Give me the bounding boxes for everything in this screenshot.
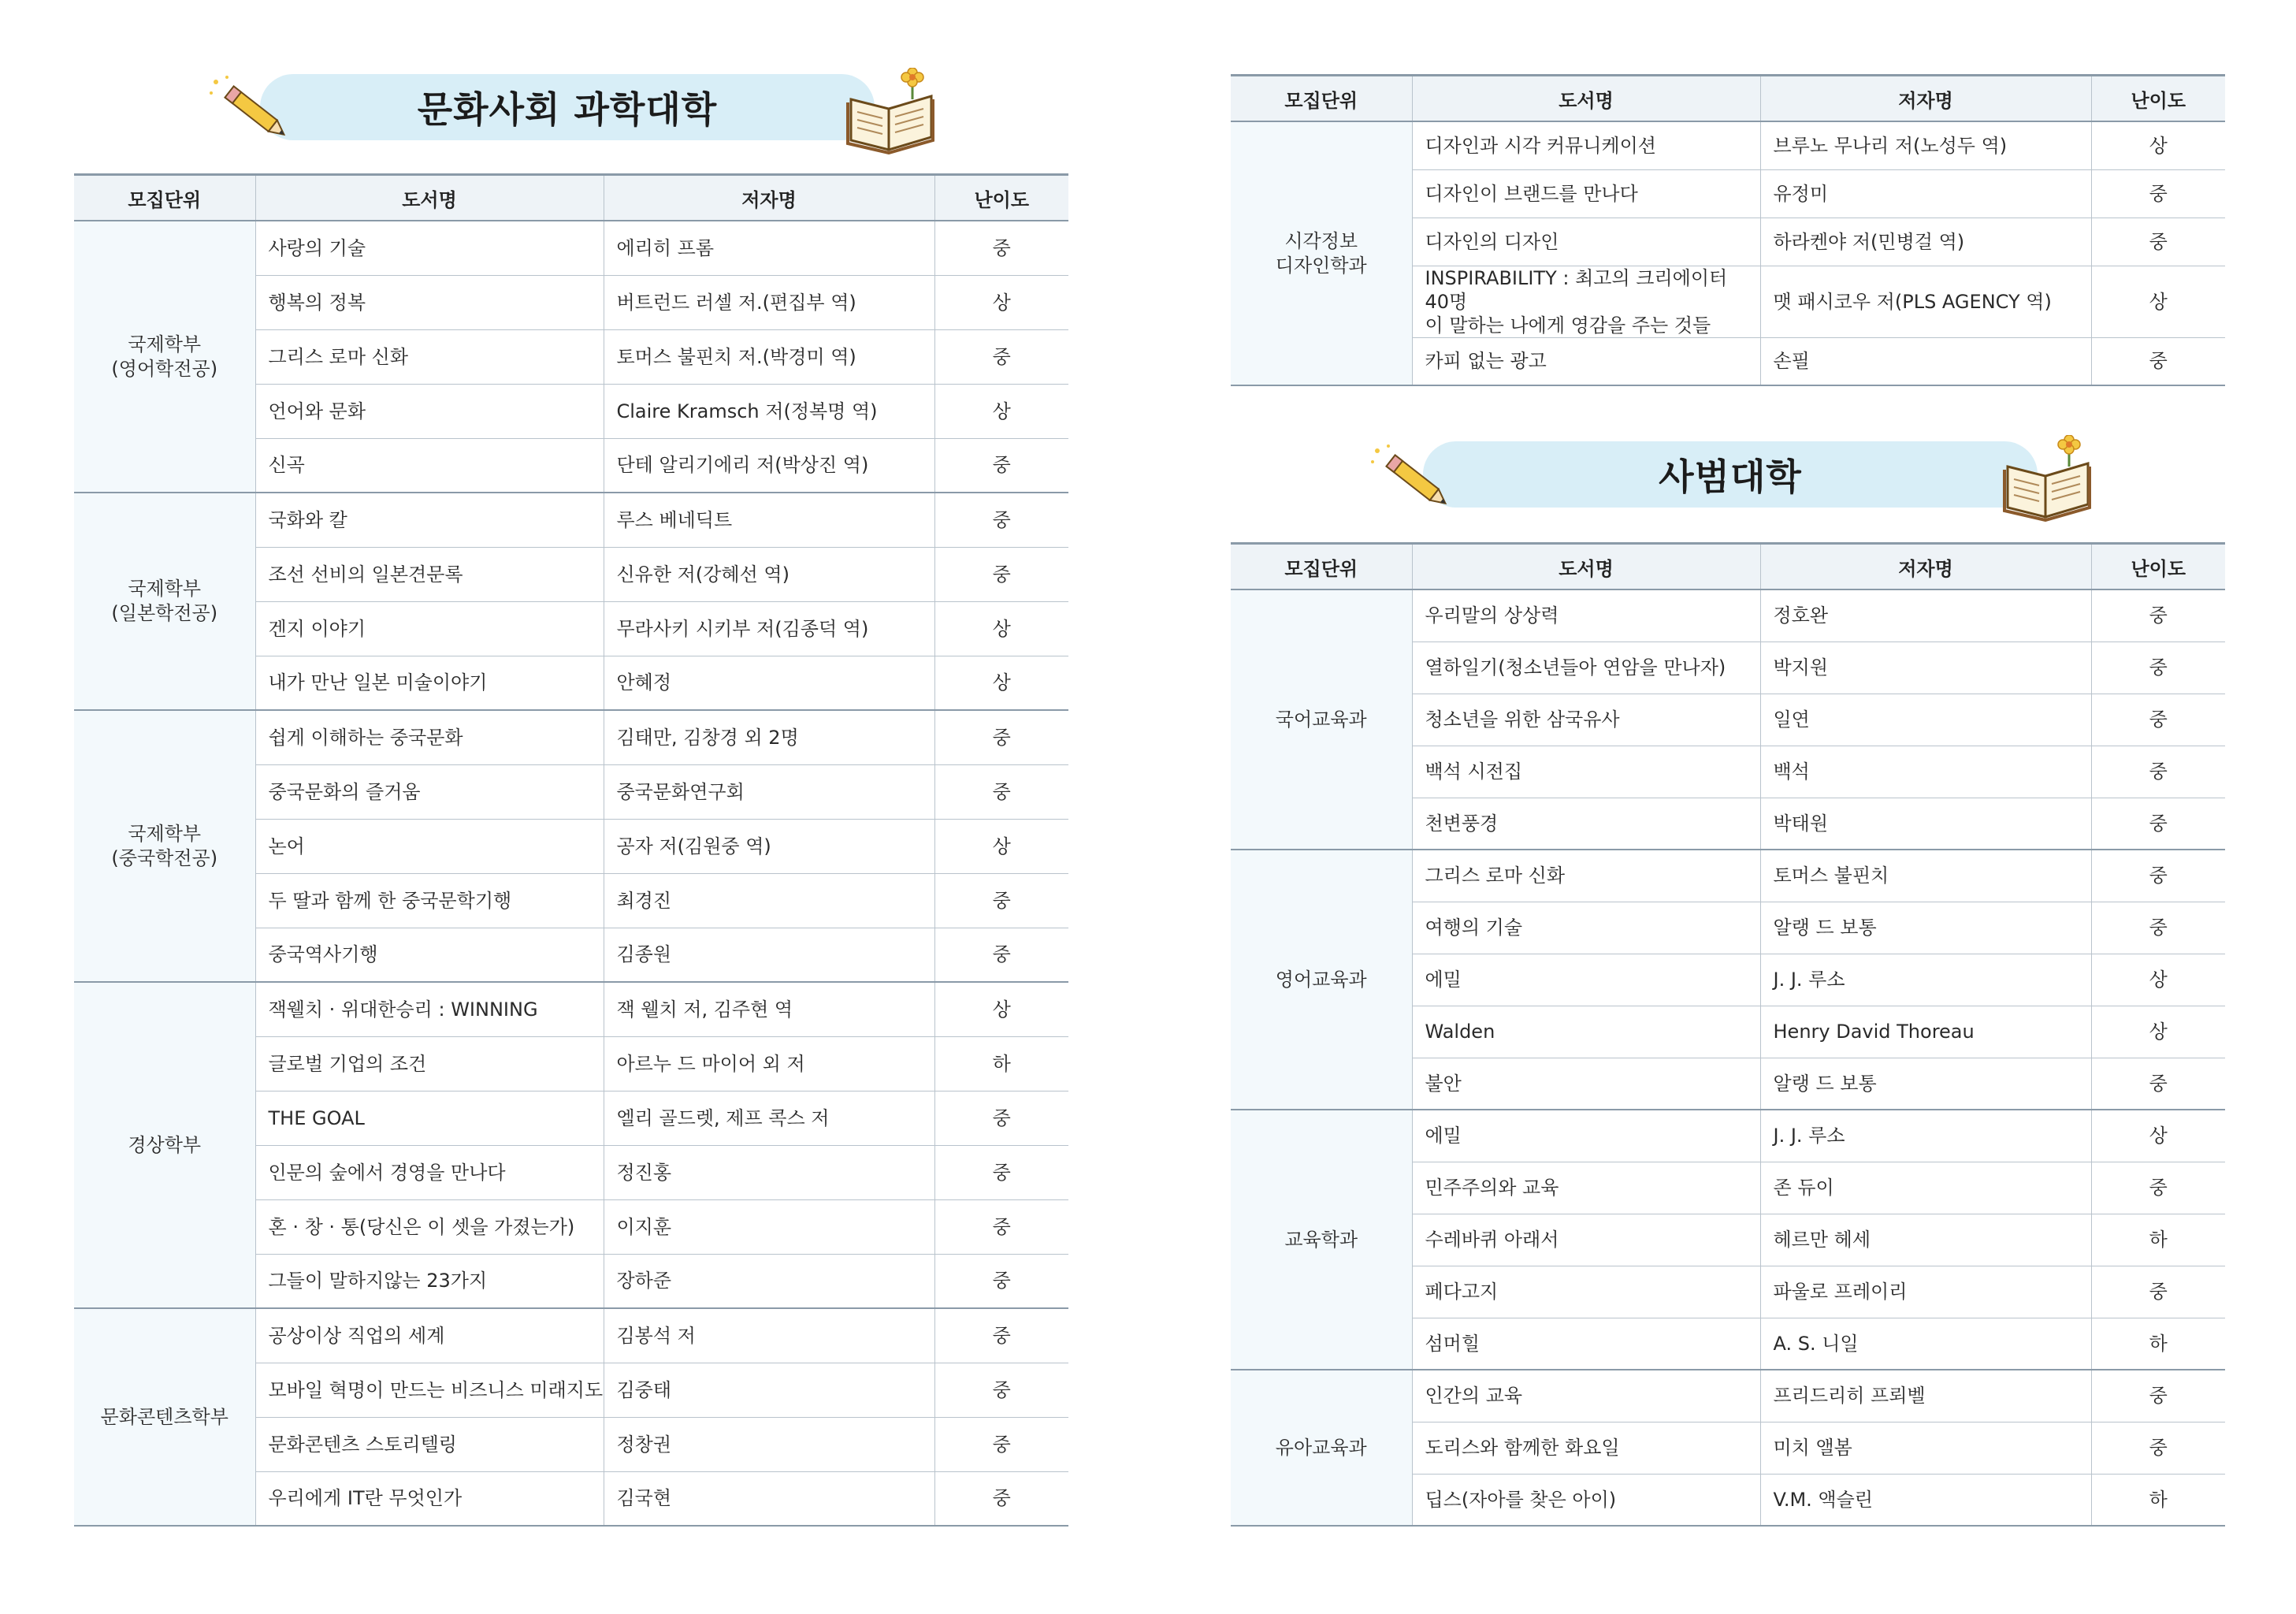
unit-label: 디자인학과: [1275, 254, 1367, 277]
book-title-cell: 공상이상 직업의 세계: [255, 1308, 604, 1363]
section-title: 문화사회 과학대학: [417, 88, 718, 131]
book-title-cell: 내가 만난 일본 미술이야기: [255, 656, 604, 710]
author-cell: 장하준: [604, 1254, 934, 1308]
book-title-cell: 민주주의와 교육: [1412, 1162, 1760, 1214]
book-title-cell: 에밀: [1412, 1110, 1760, 1162]
book-title-cell: 혼 · 창 · 통(당신은 이 셋을 가졌는가): [255, 1199, 604, 1254]
author-cell: V.M. 액슬린: [1760, 1474, 2091, 1526]
book-title-cell: 조선 선비의 일본견문록: [255, 547, 604, 601]
book-title-cell: 잭웰치 · 위대한승리 : WINNING: [255, 982, 604, 1036]
header-title: 도서명: [255, 175, 604, 221]
book-title-cell: 천변풍경: [1412, 798, 1760, 850]
author-cell: 존 듀이: [1760, 1162, 2091, 1214]
author-cell: 버트런드 러셀 저.(편집부 역): [604, 275, 934, 329]
book-title-cell: 도리스와 함께한 화요일: [1412, 1422, 1760, 1474]
author-cell: 일연: [1760, 694, 2091, 746]
table-header-row: [1231, 76, 2225, 122]
unit-label: 국제학부: [128, 578, 202, 600]
difficulty-cell: 상: [2091, 1006, 2225, 1058]
author-cell: 정창권: [604, 1417, 934, 1471]
difficulty-cell: 중: [934, 1308, 1068, 1363]
table-row: [1231, 850, 2225, 902]
author-cell: 김봉석 저: [604, 1308, 934, 1363]
unit-label: (영어학전공): [111, 357, 218, 380]
difficulty-cell: 중: [2091, 218, 2225, 266]
pencil-icon: [1368, 441, 1462, 520]
difficulty-cell: 중: [934, 221, 1068, 275]
author-cell: 토머스 불핀치: [1760, 850, 2091, 902]
unit-cell: [1231, 589, 1412, 850]
header-author: 저자명: [1760, 76, 2091, 122]
unit-label: (중국학전공): [111, 846, 218, 869]
author-cell: 공자 저(김원중 역): [604, 819, 934, 873]
book-title-cell: 인간의 교육: [1412, 1370, 1760, 1422]
table-row: [1231, 589, 2225, 642]
author-cell: 브루노 무나리 저(노성두 역): [1760, 121, 2091, 169]
table-row: [1231, 1110, 2225, 1162]
left-book-table: [74, 173, 1068, 1527]
header-author: 저자명: [1760, 544, 2091, 590]
author-cell: 토머스 불핀치 저.(박경미 역): [604, 329, 934, 384]
author-cell: 손필: [1760, 337, 2091, 385]
table-header-row: [1231, 544, 2225, 590]
unit-cell: [1231, 1110, 1412, 1370]
book-title-cell: 행복의 정복: [255, 275, 604, 329]
author-cell: Henry David Thoreau: [1760, 1006, 2091, 1058]
book-title-cell: 페다고지: [1412, 1266, 1760, 1318]
difficulty-cell: 상: [934, 656, 1068, 710]
header-difficulty: 난이도: [2091, 76, 2225, 122]
author-cell: Claire Kramsch 저(정복명 역): [604, 384, 934, 438]
book-title-cell: 여행의 기술: [1412, 902, 1760, 954]
unit-label: 시각정보: [1284, 229, 1358, 252]
book-title-cell: 중국문화의 즐거움: [255, 764, 604, 819]
difficulty-cell: 중: [934, 1254, 1068, 1308]
difficulty-cell: 중: [934, 1199, 1068, 1254]
difficulty-cell: 하: [2091, 1214, 2225, 1266]
difficulty-cell: 하: [2091, 1318, 2225, 1370]
table-row: [74, 1308, 1068, 1363]
difficulty-cell: 중: [934, 438, 1068, 493]
difficulty-cell: 하: [2091, 1474, 2225, 1526]
author-cell: 단테 알리기에리 저(박상진 역): [604, 438, 934, 493]
table-header-row: [74, 175, 1068, 221]
author-cell: 최경진: [604, 873, 934, 928]
difficulty-cell: 중: [934, 1091, 1068, 1145]
author-cell: 김종원: [604, 928, 934, 982]
difficulty-cell: 하: [934, 1036, 1068, 1091]
author-cell: 박태원: [1760, 798, 2091, 850]
difficulty-cell: 중: [934, 710, 1068, 764]
open-book-icon: [2001, 435, 2094, 522]
difficulty-cell: 중: [934, 1417, 1068, 1471]
right-top-book-table: [1231, 74, 2225, 386]
table-row: [74, 493, 1068, 547]
header-author: 저자명: [604, 175, 934, 221]
author-cell: 박지원: [1760, 642, 2091, 694]
author-cell: 에리히 프롬: [604, 221, 934, 275]
author-cell: 정진홍: [604, 1145, 934, 1199]
difficulty-cell: 중: [2091, 694, 2225, 746]
author-cell: 미치 앨봄: [1760, 1422, 2091, 1474]
difficulty-cell: 중: [2091, 798, 2225, 850]
book-title-cell: 섬머힐: [1412, 1318, 1760, 1370]
book-title-cell: 백석 시전집: [1412, 746, 1760, 798]
unit-cell: [74, 493, 255, 710]
book-title-cell: 중국역사기행: [255, 928, 604, 982]
author-cell: 파울로 프레이리: [1760, 1266, 2091, 1318]
header-title: 도서명: [1412, 544, 1760, 590]
unit-cell: [1231, 121, 1412, 385]
unit-label: (일본학전공): [111, 602, 218, 624]
book-title-cell: 에밀: [1412, 954, 1760, 1006]
book-title-cell: 수레바퀴 아래서: [1412, 1214, 1760, 1266]
difficulty-cell: 중: [2091, 902, 2225, 954]
author-cell: 안혜정: [604, 656, 934, 710]
author-cell: 김국현: [604, 1471, 934, 1526]
author-cell: J. J. 루소: [1760, 954, 2091, 1006]
unit-cell: [1231, 1370, 1412, 1526]
author-cell: 중국문화연구회: [604, 764, 934, 819]
book-title-cell: 그들이 말하지않는 23가지: [255, 1254, 604, 1308]
difficulty-cell: 상: [2091, 954, 2225, 1006]
book-title-cell: 국화와 칼: [255, 493, 604, 547]
author-cell: 백석: [1760, 746, 2091, 798]
book-title-cell: 열하일기(청소년들아 연암을 만나자): [1412, 642, 1760, 694]
difficulty-cell: 중: [934, 1471, 1068, 1526]
book-title-cell: 언어와 문화: [255, 384, 604, 438]
author-cell: 유정미: [1760, 169, 2091, 218]
book-title-line: 이 말하는 나에게 영감을 주는 것들: [1425, 314, 1711, 337]
difficulty-cell: 상: [934, 275, 1068, 329]
table-row: [74, 982, 1068, 1036]
author-cell: 맷 패시코우 저(PLS AGENCY 역): [1760, 266, 2091, 337]
difficulty-cell: 중: [934, 329, 1068, 384]
banner-culture-social-science: [260, 74, 875, 140]
unit-label: 국어교육과: [1275, 708, 1367, 731]
book-title-cell: 모바일 혁명이 만드는 비즈니스 미래지도: [255, 1363, 604, 1417]
header-unit: 모집단위: [1231, 544, 1412, 590]
difficulty-cell: 중: [934, 493, 1068, 547]
book-title-cell: 신곡: [255, 438, 604, 493]
difficulty-cell: 중: [2091, 589, 2225, 642]
table-row: [1231, 121, 2225, 169]
unit-label: 경상학부: [128, 1133, 202, 1156]
difficulty-cell: 상: [934, 982, 1068, 1036]
book-title-cell: 딥스(자아를 찾은 아이): [1412, 1474, 1760, 1526]
difficulty-cell: 중: [2091, 1370, 2225, 1422]
book-title-cell: 두 딸과 함께 한 중국문학기행: [255, 873, 604, 928]
author-cell: 정호완: [1760, 589, 2091, 642]
header-difficulty: 난이도: [934, 175, 1068, 221]
difficulty-cell: 상: [2091, 266, 2225, 337]
difficulty-cell: 중: [2091, 1266, 2225, 1318]
difficulty-cell: 상: [934, 819, 1068, 873]
author-cell: 엘리 골드렛, 제프 콕스 저: [604, 1091, 934, 1145]
book-title-cell: 카피 없는 광고: [1412, 337, 1760, 385]
author-cell: J. J. 루소: [1760, 1110, 2091, 1162]
book-title-cell: 우리에게 IT란 무엇인가: [255, 1471, 604, 1526]
difficulty-cell: 중: [934, 1363, 1068, 1417]
book-title-cell: 불안: [1412, 1058, 1760, 1110]
author-cell: 이지훈: [604, 1199, 934, 1254]
banner-college-of-education: [1423, 441, 2038, 508]
book-title-cell: 겐지 이야기: [255, 601, 604, 656]
difficulty-cell: 중: [934, 764, 1068, 819]
difficulty-cell: 상: [934, 384, 1068, 438]
author-cell: 아르누 드 마이어 외 저: [604, 1036, 934, 1091]
book-title-cell: 디자인의 디자인: [1412, 218, 1760, 266]
header-title: 도서명: [1412, 76, 1760, 122]
unit-label: 국제학부: [128, 333, 202, 355]
book-title-cell: 그리스 로마 신화: [1412, 850, 1760, 902]
open-book-icon: [845, 68, 938, 154]
difficulty-cell: 중: [934, 547, 1068, 601]
table-row: [74, 221, 1068, 275]
unit-label: 국제학부: [128, 822, 202, 845]
author-cell: 잭 웰치 저, 김주현 역: [604, 982, 934, 1036]
author-cell: 신유한 저(강혜선 역): [604, 547, 934, 601]
book-title-cell: 청소년을 위한 삼국유사: [1412, 694, 1760, 746]
author-cell: 김중태: [604, 1363, 934, 1417]
difficulty-cell: 중: [2091, 1422, 2225, 1474]
difficulty-cell: 상: [934, 601, 1068, 656]
book-title-line: INSPIRABILITY : 최고의 크리에이터 40명: [1425, 266, 1728, 313]
unit-cell: [74, 710, 255, 982]
author-cell: 프리드리히 프뢰벨: [1760, 1370, 2091, 1422]
difficulty-cell: 중: [2091, 169, 2225, 218]
book-title-cell: 우리말의 상상력: [1412, 589, 1760, 642]
difficulty-cell: 중: [2091, 1162, 2225, 1214]
book-title-cell: 쉽게 이해하는 중국문화: [255, 710, 604, 764]
book-title-cell: 인문의 숲에서 경영을 만나다: [255, 1145, 604, 1199]
book-title-cell: 문화콘텐츠 스토리텔링: [255, 1417, 604, 1471]
author-cell: 알랭 드 보통: [1760, 902, 2091, 954]
unit-cell: [1231, 850, 1412, 1110]
author-cell: 김태만, 김창경 외 2명: [604, 710, 934, 764]
unit-label: 영어교육과: [1275, 968, 1367, 991]
author-cell: 하라켄야 저(민병걸 역): [1760, 218, 2091, 266]
difficulty-cell: 중: [2091, 746, 2225, 798]
author-cell: 무라사키 시키부 저(김종덕 역): [604, 601, 934, 656]
author-cell: 루스 베네딕트: [604, 493, 934, 547]
book-title-cell: 사랑의 기술: [255, 221, 604, 275]
difficulty-cell: 중: [934, 1145, 1068, 1199]
table-row: [1231, 1370, 2225, 1422]
book-title-cell: Walden: [1412, 1006, 1760, 1058]
right-bottom-book-table: [1231, 542, 2225, 1527]
author-cell: 헤르만 헤세: [1760, 1214, 2091, 1266]
difficulty-cell: 중: [2091, 337, 2225, 385]
header-unit: 모집단위: [1231, 76, 1412, 122]
book-title-cell: 논어: [255, 819, 604, 873]
unit-cell: [74, 221, 255, 493]
book-title-cell: 디자인이 브랜드를 만나다: [1412, 169, 1760, 218]
book-title-cell: 그리스 로마 신화: [255, 329, 604, 384]
book-title-cell: THE GOAL: [255, 1091, 604, 1145]
difficulty-cell: 중: [2091, 850, 2225, 902]
difficulty-cell: 중: [934, 928, 1068, 982]
author-cell: A. S. 니일: [1760, 1318, 2091, 1370]
header-difficulty: 난이도: [2091, 544, 2225, 590]
unit-label: 교육학과: [1284, 1228, 1358, 1251]
header-unit: 모집단위: [74, 175, 255, 221]
author-cell: 알랭 드 보통: [1760, 1058, 2091, 1110]
unit-label: 문화콘텐츠학부: [100, 1405, 228, 1428]
book-title-cell: 디자인과 시각 커뮤니케이션: [1412, 121, 1760, 169]
table-row: [74, 710, 1068, 764]
difficulty-cell: 중: [2091, 642, 2225, 694]
difficulty-cell: 중: [2091, 1058, 2225, 1110]
book-title-cell: [1412, 266, 1760, 337]
unit-label: 유아교육과: [1275, 1436, 1367, 1459]
book-title-cell: 글로벌 기업의 조건: [255, 1036, 604, 1091]
pencil-icon: [206, 73, 301, 151]
unit-cell: [74, 1308, 255, 1526]
section-title: 사범대학: [1659, 456, 1802, 498]
difficulty-cell: 중: [934, 873, 1068, 928]
unit-cell: [74, 982, 255, 1308]
difficulty-cell: 상: [2091, 121, 2225, 169]
difficulty-cell: 상: [2091, 1110, 2225, 1162]
